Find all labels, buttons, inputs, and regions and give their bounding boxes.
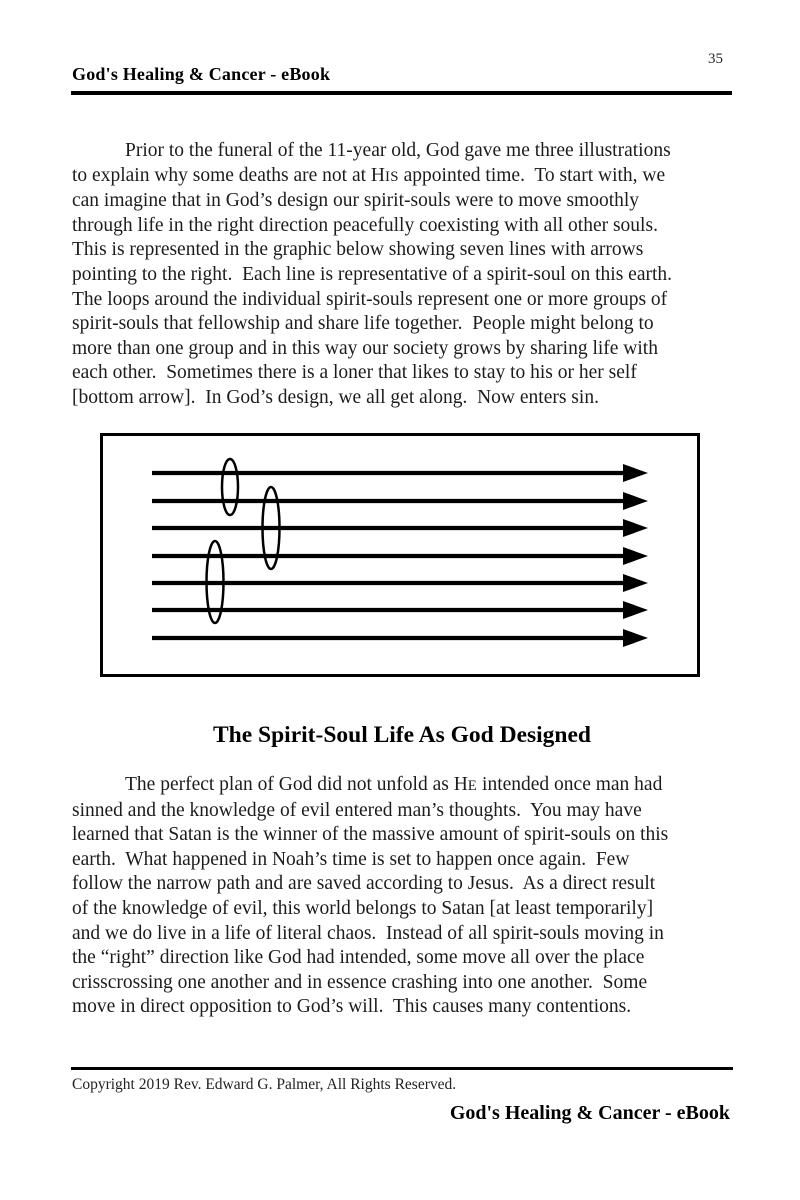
text-line: pointing to the right. Each line is representative of a spirit-soul on this earth. [72,263,673,285]
text-line: crisscrossing one another and in essence crashing into one another. Some [72,971,648,993]
text-line: sinned and the knowledge of evil entered man’s thoughts. You may have [72,799,642,821]
spirit-soul-arrowhead-icon [623,492,648,510]
text-line: to explain why some deaths are not at HIS appointed time. To start with, we [72,164,666,186]
text-line: learned that Satan is the winner of the massive amount of spirit-souls on this [72,824,669,846]
fellowship-loop [222,459,238,515]
text-line: each other. Sometimes there is a loner that likes to stay to his or her self [72,362,637,384]
spirit-soul-arrowhead-icon [623,574,648,592]
text-line: [bottom arrow]. In God’s design, we all get along. Now enters sin. [72,386,599,408]
spirit-soul-arrowhead-icon [623,601,648,619]
text-line: follow the narrow path and are saved according to Jesus. As a direct result [72,873,656,895]
text-line: earth. What happened in Noah’s time is set to happen once again. Few [72,848,630,870]
page-number: 35 [708,51,723,67]
text-line: through life in the right direction peacefully coexisting with all other souls. [72,214,658,236]
paragraph-2 [72,773,740,1020]
text-line: spirit-souls that fellowship and share life together. People might belong to [72,313,654,335]
text-line: the “right” direction like God had intended, some move all over the place [72,947,645,969]
section-heading: The Spirit-Soul Life As God Designed [212,722,592,748]
text-line: move in direct opposition to God’s will. This causes many contentions. [72,996,632,1018]
spirit-soul-arrows-figure [100,433,700,677]
small-caps-text: E [467,778,478,794]
footer-copyright: Copyright 2019 Rev. Edward G. Palmer, All Rights Reserved. [72,1076,457,1093]
paragraph-1 [72,139,740,411]
text-line: The perfect plan of God did not unfold as HE intended once man had [125,774,663,795]
text-line: more than one group and in this way our society grows by sharing life with [72,337,658,359]
footer-brand: God's Healing & Cancer - eBook [449,1102,730,1124]
spirit-soul-arrowhead-icon [623,519,648,537]
text-line: and we do live in a life of literal chaos. Instead of all spirit-souls moving in [72,922,664,944]
header-rule [71,91,732,95]
text-line: This is represented in the graphic below showing seven lines with arrows [72,239,644,261]
text-line: Prior to the funeral of the 11-year old, God gave me three illustrations [125,140,671,161]
spirit-soul-arrowhead-icon [623,629,648,647]
spirit-soul-arrowhead-icon [623,464,648,482]
footer-rule [71,1067,733,1070]
header-title: God's Healing & Cancer - eBook [72,64,331,84]
text-line: of the knowledge of evil, this world belongs to Satan [at least temporarily] [72,897,654,919]
text-line: can imagine that in God’s design our spirit-souls were to move smoothly [72,190,640,212]
diagram-svg [103,436,697,674]
text-line: The loops around the individual spirit-souls represent one or more groups of [72,288,668,310]
spirit-soul-arrowhead-icon [623,547,648,565]
small-caps-text: IS [385,168,399,185]
